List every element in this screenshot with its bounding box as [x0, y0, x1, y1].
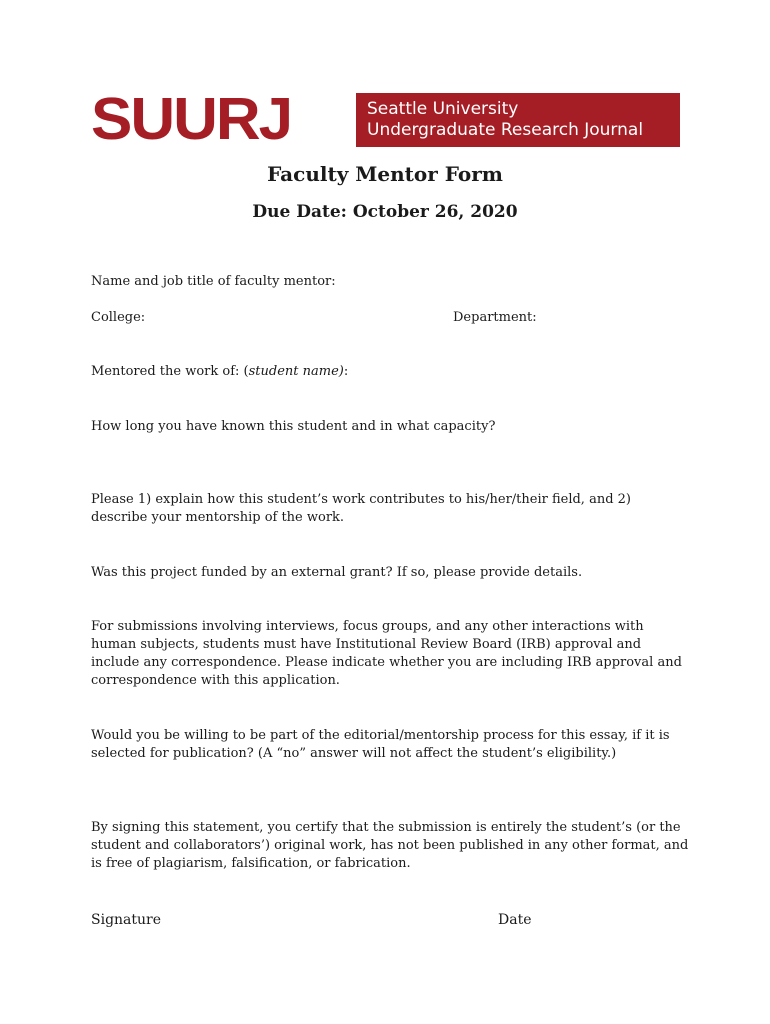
logo-mark [91, 92, 349, 148]
date-label: Date [498, 912, 532, 928]
due-date: Due Date: October 26, 2020 [252, 202, 518, 222]
logo-banner [356, 93, 680, 147]
mentored-label [91, 363, 691, 381]
banner-line-2: Undergraduate Research Journal [367, 120, 644, 140]
college-label: College: [91, 310, 146, 325]
banner-line-1: Seattle University [367, 99, 519, 119]
mentored-prefix: Mentored the work of: ( [91, 364, 249, 379]
certify-statement: By signing this statement, you certify that the submission is entirely the student’s (or the student and collaborators’) original work, has not been published in any other format, and is free of plagiarism, falsification, or fabrication. [91, 820, 689, 871]
name-title-label: Name and job title of faculty mentor: [91, 274, 336, 289]
funded-question: Was this project funded by an external grant? If so, please provide details. [91, 565, 583, 580]
signature-label: Signature [91, 912, 162, 928]
form-title: Faculty Mentor Form [267, 162, 503, 186]
how-long-question: How long you have known this student and in what capacity? [91, 419, 496, 434]
logo-mark-text: SUURJ [91, 92, 292, 148]
mentored-italic: student name) [248, 364, 344, 379]
department-label: Department: [453, 310, 537, 325]
mentored-suffix: : [343, 364, 349, 379]
suurj-logo [91, 92, 680, 148]
explain-question: Please 1) explain how this student’s work contributes to his/her/their field, and 2) describe your mentorship of the work. [91, 492, 631, 525]
willing-question: Would you be willing to be part of the editorial/mentorship process for this essay, if it is selected for publication? (A “no” answer will not affect the student’s eligibility.) [91, 728, 670, 761]
irb-question: For submissions involving interviews, focus groups, and any other interactions with human subjects, students must have Institutional Review Board (IRB) approval and include any correspondence. Please indicate whether you are including IRB approval and correspondence with this application. [91, 619, 682, 688]
